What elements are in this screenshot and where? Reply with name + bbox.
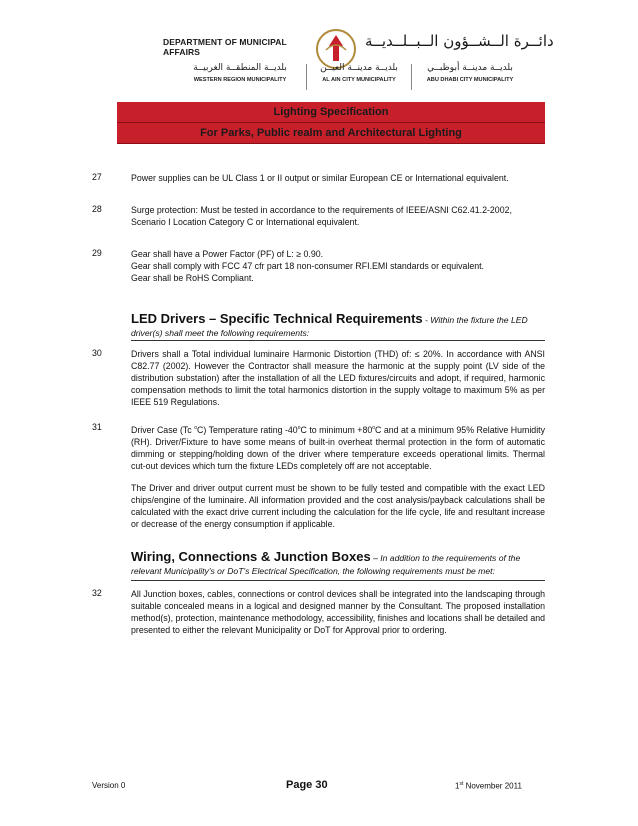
section-intro: - Within the fixture the LED driver(s) shall meet the following requirements: <box>131 315 528 338</box>
section-underline <box>131 340 545 341</box>
item-number: 32 <box>92 588 102 598</box>
divider <box>411 64 412 90</box>
footer-date-rest: November 2011 <box>463 781 522 791</box>
item-line: Gear shall have a Power Factor (PF) of L: ≥ 0.90. <box>131 249 324 259</box>
item-text-part: C to minimum +80 <box>300 424 373 435</box>
footer-date <box>455 781 522 791</box>
department-name-arabic: دائــرة الــشــؤون الــبــلــديــة <box>365 32 554 50</box>
item-line: Gear shall be RoHS Compliant. <box>131 273 254 283</box>
degree-sup: o <box>194 425 197 431</box>
footer-version: Version 0 <box>92 781 126 790</box>
section-heading: Wiring, Connections & Junction Boxes <box>131 549 371 564</box>
footer-date-day: 1 <box>455 781 460 791</box>
item-number: 29 <box>92 248 102 258</box>
municipality-al-ain-en: AL AIN CITY MUNICIPALITY <box>322 76 396 83</box>
item-text-part: C) Temperature rating -40 <box>196 424 298 435</box>
item-line: Surge protection: Must be tested in accordance to the requirements of IEEE/ASNI C62.41.2-2002, Scenario I Location Category C or International equivalent. <box>131 205 512 227</box>
degree-sup: o <box>372 425 376 431</box>
item-text: All Junction boxes, cables, connections or control devices shall be integrated into the landscaping through suitable concealed means in a logical and designed manner by the Consultant. The proposed installation method(s), protection, maintenance methodology, accessibility, finishes and locations shall be detailed and presented to either the relevant Municipality or DoT for Approval prior to ordering. <box>131 589 545 635</box>
municipality-al-ain-ar: بلديــة مدينــة العيــن <box>320 63 398 73</box>
item-text <box>131 204 545 228</box>
municipality-western-en: WESTERN REGION MUNICIPALITY <box>193 76 287 83</box>
municipality-abu-dhabi <box>414 62 526 84</box>
item-text <box>131 172 545 184</box>
banner-subtitle: For Parks, Public realm and Architectural Lighting <box>117 123 545 143</box>
item-text <box>131 422 545 530</box>
item-paragraph: The Driver and driver output current must be shown to be fully tested and compatible with the exact LED chips/engine of the luminaire. All information provided and the cost analysis/payback calculations shall be calculated with the exact drive current including the calculation for the life cycle, life and resultant increase or decrease of the energy consumption if applicable. <box>131 482 545 529</box>
section-wiring <box>131 550 551 578</box>
section-intro: – In addition to the requirements of the relevant Municipality's or DoT's Electrical Specification, the following requirements must be met: <box>131 553 521 576</box>
item-line: Gear shall comply with FCC 47 cfr part 18 non-consumer RFI.EMI standards or equivalent. <box>131 261 484 271</box>
municipality-abu-dhabi-en: ABU DHABI CITY MUNICIPALITY <box>426 76 514 83</box>
footer-date-sup: st <box>459 781 464 787</box>
item-text-part: Driver Case (Tc <box>131 424 195 435</box>
municipality-al-ain <box>310 62 408 84</box>
section-led-drivers <box>131 312 551 340</box>
banner-divider <box>117 143 545 144</box>
municipality-western <box>176 62 304 84</box>
item-number: 30 <box>92 348 102 358</box>
divider <box>306 64 307 90</box>
banner-title: Lighting Specification <box>117 102 545 122</box>
degree-sup: o <box>297 425 301 431</box>
page-number: Page 30 <box>286 779 328 791</box>
item-number: 31 <box>92 422 102 432</box>
item-text <box>131 248 545 284</box>
municipality-abu-dhabi-ar: بلديــة مدينــة أبوظبــي <box>427 63 513 73</box>
item-text-part: C and at a minimum 95% Relative Humidity (RH). Driver/Fixture to have some means of built-in overheat thermal protection in the form of automatic dimming or stepping/holding down of the driver where temperature exceeds operational limits. Thermal cut-out devices which turn the fixture LEDs completely off are not acceptable. <box>131 424 545 471</box>
item-text: Drivers shall a Total individual luminaire Harmonic Distortion (THD) of: ≤ 20%. In accordance with ANSI C82.77 (2002). However the Contractor shall measure the harmonic at the supply point (LV side of the distribution substation) after the installation of all the LED fixtures/circuits and adopt, if required, harmonic compensation methods to limit the total harmonics distortion in the supply voltage to maximum 5% as per IEEE 519 Regulations. <box>131 349 545 407</box>
item-line: Power supplies can be UL Class 1 or II output or similar European CE or International equivalent. <box>131 173 509 183</box>
municipality-western-ar: بلديــة المنطقــة الغربيــة <box>193 63 287 73</box>
section-heading: LED Drivers – Specific Technical Requirements <box>131 311 423 326</box>
item-number: 27 <box>92 172 102 182</box>
section-underline <box>131 580 545 581</box>
item-number: 28 <box>92 204 102 214</box>
department-name: DEPARTMENT OF MUNICIPAL AFFAIRS <box>163 37 287 57</box>
